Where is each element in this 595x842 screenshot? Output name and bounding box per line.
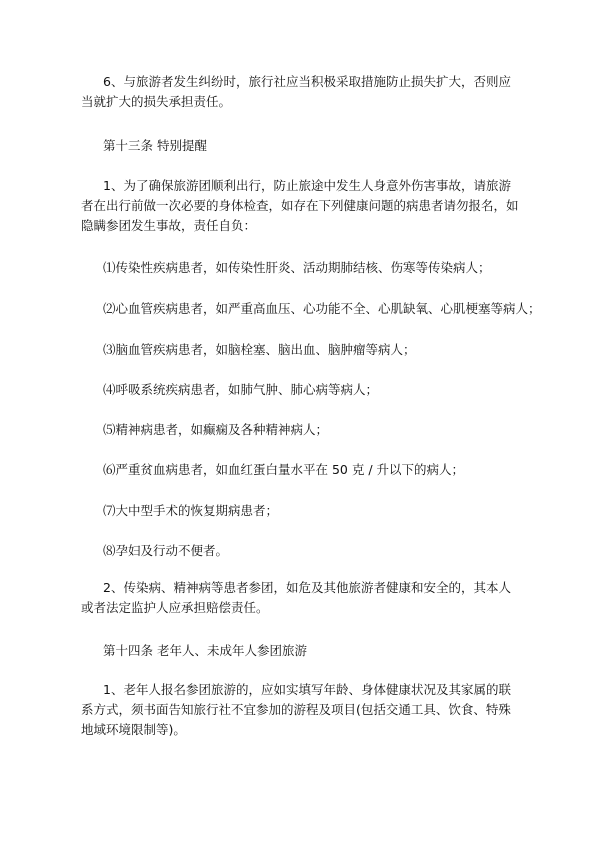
paragraph-special-reminder: 1、为了确保旅游团顺利出行，防止旅途中发生人身意外伤害事故，请旅游者在出行前做一次必要的身体检查，如存在下列健康问题的病患者请勿报名，如隐瞒参团发生事故，责任自负： (81, 178, 519, 233)
list-item: ⑴传染性疾病患者，如传染性肝炎、活动期肺结核、伤寒等传染病人； (103, 260, 491, 275)
article-13-heading: 第十三条 特别提醒 (103, 138, 207, 153)
list-item: ⑷呼吸系统疾病患者，如肺气肿、肺心病等病人； (103, 382, 379, 397)
paragraph-elderly: 1、老年人报名参团旅游的，应如实填写年龄、身体健康状况及其家属的联系方式，须书面告知旅行社不宜参加的游程及项目(包括交通工具、饮食、特殊地域环境限制等)。 (81, 682, 511, 737)
paragraph-dispute: 6、与旅游者发生纠纷时，旅行社应当积极采取措施防止损失扩大，否则应当就扩大的损失承担责任。 (81, 74, 511, 109)
list-item: ⑵心血管疾病患者，如严重高血压、心功能不全、心肌缺氧、心肌梗塞等病人； (103, 301, 541, 316)
list-item: ⑶脑血管疾病患者，如脑栓塞、脑出血、脑肿瘤等病人； (103, 342, 416, 357)
list-item: ⑺大中型手术的恢复期病患者； (103, 503, 279, 518)
list-item: ⑻孕妇及行动不便者。 (103, 543, 229, 558)
list-item: ⑹严重贫血病患者，如血红蛋白量水平在 50 克 / 升以下的病人； (103, 462, 465, 477)
paragraph-liability: 2、传染病、精神病等患者参团，如危及其他旅游者健康和安全的，其本人或者法定监护人应承担赔偿责任。 (81, 580, 511, 615)
article-14-heading: 第十四条 老年人、未成年人参团旅游 (103, 643, 307, 658)
list-item: ⑸精神病患者，如癫痫及各种精神病人； (103, 422, 329, 437)
